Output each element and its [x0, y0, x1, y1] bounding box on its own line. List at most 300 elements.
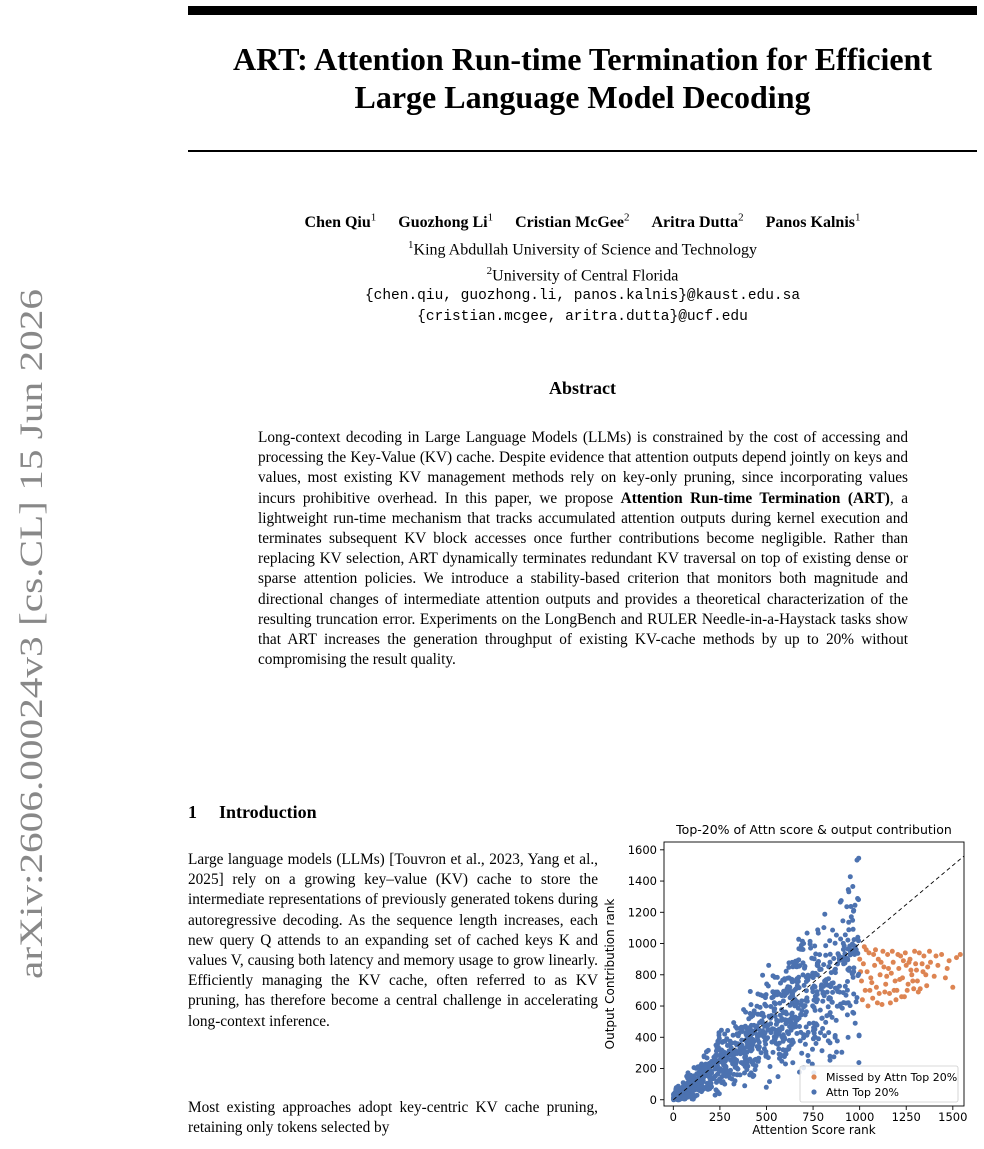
- section-number: 1: [188, 802, 197, 822]
- attn-top-point: [846, 1035, 851, 1040]
- attn-top-point: [750, 1074, 755, 1079]
- attn-top-point: [849, 914, 854, 919]
- section-heading: [188, 802, 317, 823]
- missed-point: [913, 961, 918, 966]
- attn-top-point: [846, 920, 851, 925]
- affiliation: [188, 261, 977, 286]
- attn-top-point: [761, 1014, 766, 1019]
- arxiv-identifier: [2, 286, 62, 982]
- y-tick-label: 0: [649, 1092, 657, 1107]
- attn-top-point: [841, 990, 846, 995]
- attn-top-point: [844, 904, 849, 909]
- author-emails: {cristian.mcgee, aritra.dutta}@ucf.edu: [417, 308, 748, 325]
- attn-top-point: [755, 1012, 760, 1017]
- legend-label: Attn Top 20%: [826, 1086, 899, 1099]
- attn-top-point: [746, 1045, 751, 1050]
- attn-top-point: [700, 1084, 705, 1089]
- missed-point: [879, 960, 884, 965]
- attn-top-point: [777, 1001, 782, 1006]
- attn-top-point: [758, 1005, 763, 1010]
- abstract-heading: Abstract: [549, 378, 616, 398]
- attn-top-point: [741, 1060, 746, 1065]
- missed-point: [907, 960, 912, 965]
- author-affiliation-mark: 1: [854, 212, 861, 224]
- attn-top-point: [802, 964, 807, 969]
- title-line-2: Large Language Model Decoding: [354, 79, 811, 115]
- attn-top-point: [852, 937, 857, 942]
- attn-top-point: [801, 1035, 806, 1040]
- attn-top-point: [717, 1091, 722, 1096]
- attn-top-point: [814, 1041, 819, 1046]
- missed-point: [857, 957, 862, 962]
- y-tick-label: 600: [635, 999, 657, 1014]
- missed-point: [886, 966, 891, 971]
- author-emails: {chen.qiu, guozhong.li, panos.kalnis}@kaust.edu.sa: [364, 287, 801, 304]
- attn-top-point: [853, 949, 858, 954]
- attn-top-point: [790, 1060, 795, 1065]
- attn-top-point: [818, 1008, 823, 1013]
- attn-top-point: [810, 985, 815, 990]
- missed-point: [914, 968, 919, 973]
- missed-point: [903, 950, 908, 955]
- missed-point: [932, 974, 937, 979]
- attn-top-point: [845, 979, 850, 984]
- attn-top-point: [774, 1031, 779, 1036]
- attn-top-point: [823, 953, 828, 958]
- missed-point: [861, 961, 866, 966]
- attn-top-point: [721, 1079, 726, 1084]
- attn-top-point: [814, 999, 819, 1004]
- attn-top-point: [829, 970, 834, 975]
- attn-top-point: [806, 1059, 811, 1064]
- attn-top-point: [730, 1058, 735, 1063]
- attn-top-point: [785, 986, 790, 991]
- attn-top-point: [743, 1054, 748, 1059]
- attn-top-point: [679, 1086, 684, 1091]
- attn-top-point: [786, 1019, 791, 1024]
- paper-title: [188, 40, 977, 116]
- attn-top-point: [835, 1039, 840, 1044]
- attn-top-point: [778, 1052, 783, 1057]
- author-name: Chen Qiu: [304, 214, 371, 232]
- missed-point: [925, 965, 930, 970]
- attn-top-point: [827, 938, 832, 943]
- missed-point: [943, 975, 948, 980]
- attn-top-point: [803, 1012, 808, 1017]
- missed-point: [860, 997, 865, 1002]
- attn-top-point: [820, 1016, 825, 1021]
- author: [515, 214, 629, 231]
- attn-top-point: [821, 984, 826, 989]
- attn-top-point: [806, 1030, 811, 1035]
- missed-point: [875, 1000, 880, 1005]
- attn-top-point: [739, 1025, 744, 1030]
- attn-top-point: [746, 1016, 751, 1021]
- missed-point: [867, 988, 872, 993]
- attn-top-point: [767, 1079, 772, 1084]
- attn-top-point: [856, 1060, 861, 1065]
- attn-top-point: [827, 1012, 832, 1017]
- attn-top-point: [851, 908, 856, 913]
- missed-point: [939, 952, 944, 957]
- attn-top-point: [805, 931, 810, 936]
- attn-top-point: [771, 973, 776, 978]
- x-tick-label: 1000: [845, 1110, 875, 1124]
- attn-top-point: [816, 1036, 821, 1041]
- attn-top-point: [735, 1072, 740, 1077]
- attn-top-point: [826, 1038, 831, 1043]
- attn-top-point: [818, 1030, 823, 1035]
- author: [766, 214, 861, 231]
- missed-point: [880, 1002, 885, 1007]
- attn-top-point: [741, 1007, 746, 1012]
- attn-top-point: [707, 1061, 712, 1066]
- attn-top-point: [828, 952, 833, 957]
- attn-top-point: [762, 1046, 767, 1051]
- attn-top-point: [763, 1042, 768, 1047]
- missed-point: [877, 991, 882, 996]
- x-tick-label: 0: [669, 1110, 677, 1124]
- attn-top-point: [765, 1035, 770, 1040]
- attn-top-point: [833, 967, 838, 972]
- missed-point: [901, 958, 906, 963]
- attn-top-point: [803, 1003, 808, 1008]
- attn-top-point: [734, 1065, 739, 1070]
- attn-top-point: [855, 858, 860, 863]
- missed-point: [918, 986, 923, 991]
- attn-top-point: [854, 999, 859, 1004]
- attn-top-point: [817, 952, 822, 957]
- missed-point: [882, 990, 887, 995]
- y-tick-label: 1400: [627, 874, 657, 889]
- missed-point: [906, 982, 911, 987]
- attn-top-point: [745, 1064, 750, 1069]
- author-affiliation-mark: 2: [738, 212, 744, 224]
- attn-top-point: [815, 972, 820, 977]
- attn-top-point: [830, 928, 835, 933]
- attn-top-point: [748, 989, 753, 994]
- author-affiliation-mark: 1: [370, 212, 377, 224]
- attn-top-point: [699, 1089, 704, 1094]
- attn-top-point: [760, 1028, 765, 1033]
- attn-top-point: [790, 964, 795, 969]
- attn-top-point: [851, 969, 856, 974]
- intro-paragraph: Most existing approaches adopt key-centric KV cache pruning, retaining only tokens selected by: [188, 1099, 598, 1137]
- missed-point: [890, 949, 895, 954]
- attn-top-point: [764, 1085, 769, 1090]
- attn-top-point: [828, 960, 833, 965]
- attn-top-point: [831, 980, 836, 985]
- attn-top-point: [804, 979, 809, 984]
- attn-top-point: [702, 1066, 707, 1071]
- attn-top-point: [708, 1074, 713, 1079]
- author-name: Cristian McGee: [515, 214, 624, 232]
- missed-point: [883, 982, 888, 987]
- attn-top-point: [695, 1093, 700, 1098]
- attn-top-point: [769, 995, 774, 1000]
- x-tick-label: 750: [802, 1110, 825, 1124]
- attn-top-point: [714, 1080, 719, 1085]
- missed-point: [908, 968, 913, 973]
- y-tick-label: 400: [635, 1030, 657, 1045]
- attn-top-point: [714, 1087, 719, 1092]
- attn-top-point: [815, 989, 820, 994]
- attn-top-point: [790, 960, 795, 965]
- attn-top-point: [795, 983, 800, 988]
- attn-top-point: [811, 1036, 816, 1041]
- attn-top-point: [775, 975, 780, 980]
- affiliation-name: King Abdullah University of Science and Technology: [413, 241, 757, 259]
- attn-top-point: [776, 1074, 781, 1079]
- attn-top-point: [674, 1088, 679, 1093]
- attn-top-point: [841, 947, 846, 952]
- missed-point: [920, 961, 925, 966]
- missed-point: [894, 997, 899, 1002]
- attn-top-point: [810, 1047, 815, 1052]
- section-title: Introduction: [219, 802, 317, 822]
- legend-marker: [811, 1089, 816, 1094]
- x-tick-label: 1250: [891, 1110, 921, 1124]
- attn-top-point: [845, 938, 850, 943]
- attn-top-point: [838, 1004, 843, 1009]
- author: [398, 214, 493, 231]
- missed-point: [870, 996, 875, 1001]
- attn-top-point: [783, 1062, 788, 1067]
- missed-point: [880, 949, 885, 954]
- missed-point: [934, 954, 939, 959]
- attn-top-point: [725, 1028, 730, 1033]
- attn-top-point: [809, 956, 814, 961]
- attn-top-point: [784, 1012, 789, 1017]
- missed-point: [881, 965, 886, 970]
- missed-point: [945, 966, 950, 971]
- missed-point: [878, 972, 883, 977]
- missed-point: [905, 988, 910, 993]
- affiliation-mark: 2: [486, 264, 493, 277]
- attn-top-point: [805, 1053, 810, 1058]
- attn-top-point: [846, 968, 851, 973]
- reference-line: [673, 856, 964, 1100]
- attn-top-point: [834, 1050, 839, 1055]
- attn-top-point: [723, 1039, 728, 1044]
- attn-top-point: [731, 1082, 736, 1087]
- attn-top-point: [851, 992, 856, 997]
- missed-point: [897, 977, 902, 982]
- author-name: Guozhong Li: [398, 214, 488, 232]
- attn-top-point: [730, 1077, 735, 1082]
- attn-top-point: [856, 972, 861, 977]
- author-name: Panos Kalnis: [765, 214, 855, 232]
- affiliation-mark: 1: [408, 239, 414, 252]
- y-tick-label: 1600: [627, 842, 657, 857]
- attn-top-point: [800, 939, 805, 944]
- attn-top-point: [815, 927, 820, 932]
- attn-top-point: [772, 1007, 777, 1012]
- attn-top-point: [772, 1000, 777, 1005]
- missed-point: [888, 1000, 893, 1005]
- attn-top-point: [769, 1040, 774, 1045]
- x-tick-label: 500: [755, 1110, 778, 1124]
- attn-top-point: [812, 1031, 817, 1036]
- attn-top-point: [763, 995, 768, 1000]
- attn-top-point: [749, 1002, 754, 1007]
- attn-top-point: [777, 1041, 782, 1046]
- attn-top-point: [806, 973, 811, 978]
- attn-top-point: [764, 1004, 769, 1009]
- attn-top-point: [845, 957, 850, 962]
- attn-top-point: [805, 999, 810, 1004]
- attn-top-point: [733, 1024, 738, 1029]
- attn-top-point: [798, 1030, 803, 1035]
- attn-top-point: [729, 1041, 734, 1046]
- attn-top-point: [742, 1083, 747, 1088]
- missed-point: [892, 988, 897, 993]
- attn-top-point: [838, 937, 843, 942]
- attn-top-point: [843, 932, 848, 937]
- attn-top-point: [752, 1023, 757, 1028]
- attn-top-point: [719, 1028, 724, 1033]
- attn-top-point: [853, 1021, 858, 1026]
- attn-top-point: [784, 1048, 789, 1053]
- top-rule: [188, 6, 977, 15]
- attn-top-point: [685, 1094, 690, 1099]
- attn-top-point: [833, 941, 838, 946]
- missed-point: [915, 979, 920, 984]
- attn-top-point: [815, 1023, 820, 1028]
- attn-top-point: [840, 918, 845, 923]
- intro-paragraph: Large language models (LLMs) [Touvron et al., 2023, Yang et al., 2025] rely on a growing key–value (KV) cache to store the intermediate representations of previously generated tokens during autoregressive decoding. As the sequence length increases, each new query Q attends to an expanding set of cached keys K and values V, causing both latency and memory usage to grow linearly. Efficiently managing the KV cache, often referred to as KV pruning, has therefore become a central challenge in accelerating long-context inference.: [188, 851, 598, 1030]
- missed-point: [869, 980, 874, 985]
- x-tick-label: 1500: [938, 1110, 968, 1124]
- attn-top-point: [796, 975, 801, 980]
- attn-top-point: [801, 972, 806, 977]
- attn-top-point: [773, 1014, 778, 1019]
- attn-top-point: [856, 938, 861, 943]
- missed-point: [871, 952, 876, 957]
- attn-top-point: [845, 1012, 850, 1017]
- missed-point: [872, 963, 877, 968]
- attn-top-point: [803, 1042, 808, 1047]
- abstract-method-name: Attention Run-time Termination (ART): [620, 489, 890, 507]
- attn-top-point: [780, 978, 785, 983]
- missed-point: [912, 949, 917, 954]
- missed-point: [887, 991, 892, 996]
- attn-top-point: [719, 1051, 724, 1056]
- chart-title: Top-20% of Attn score & output contribution: [676, 822, 952, 837]
- y-tick-label: 1000: [627, 936, 657, 951]
- missed-point: [921, 954, 926, 959]
- missed-point: [884, 974, 889, 979]
- scatter-figure: [600, 820, 976, 1140]
- missed-point: [927, 949, 932, 954]
- attn-top-point: [750, 1042, 755, 1047]
- attn-top-point: [846, 887, 851, 892]
- missed-point: [899, 994, 904, 999]
- missed-point: [910, 979, 915, 984]
- missed-point: [895, 952, 900, 957]
- abstract-text-part: , a lightweight run-time mechanism that tracks accumulated attention outputs during kernel execution and terminates subsequent KV block accesses once further contributions become negligible. Rather than replacing KV selection, ART dynamically terminates redundant KV traversal on top of existing dense or sparse attention policies. We introduce a stability-based criterion that monitors both magnitude and directional changes of intermediate attention outputs and provides a theoretical characterization of the resulting truncation error. Experiments on the LongBench and RULER Needle-in-a-Haystack tasks show that ART increases the generation throughput of existing KV-cache methods by up to 20% without compromising the result quality.: [258, 489, 908, 669]
- attn-top-point: [838, 900, 843, 905]
- missed-point: [947, 958, 952, 963]
- attn-top-point: [794, 1018, 799, 1023]
- attn-top-point: [705, 1081, 710, 1086]
- attn-top-point: [789, 1012, 794, 1017]
- attn-top-point: [826, 1004, 831, 1009]
- attn-top-point: [735, 1031, 740, 1036]
- missed-point: [935, 963, 940, 968]
- attn-top-point: [837, 956, 842, 961]
- missed-point: [911, 986, 916, 991]
- missed-point: [896, 966, 901, 971]
- attn-top-point: [786, 1031, 791, 1036]
- attn-top-point: [764, 1052, 769, 1057]
- attn-top-point: [830, 990, 835, 995]
- attn-top-point: [823, 943, 828, 948]
- y-axis-label: Output Contribution rank: [603, 898, 617, 1050]
- attn-top-point: [846, 927, 851, 932]
- attn-top-point: [716, 1067, 721, 1072]
- attn-top-point: [705, 1056, 710, 1061]
- arxiv-identifier-svg: [2, 286, 62, 982]
- author: [305, 214, 377, 231]
- attn-top-point: [822, 1033, 827, 1038]
- attn-top-point: [793, 1024, 798, 1029]
- attn-top-point: [753, 1057, 758, 1062]
- attn-top-point: [839, 1050, 844, 1055]
- missed-point: [950, 985, 955, 990]
- missed-point: [865, 969, 870, 974]
- attn-top-point: [787, 1038, 792, 1043]
- attn-top-point: [850, 884, 855, 889]
- scatter-chart: [600, 820, 976, 1140]
- missed-point: [893, 979, 898, 984]
- attn-top-point: [758, 992, 763, 997]
- legend-marker: [811, 1074, 816, 1079]
- attn-top-point: [804, 1025, 809, 1030]
- author-name: Aritra Dutta: [651, 214, 739, 232]
- attn-top-point: [776, 1046, 781, 1051]
- missed-point: [891, 960, 896, 965]
- attn-top-point: [815, 963, 820, 968]
- attn-top-point: [719, 1074, 724, 1079]
- attn-top-point: [799, 1051, 804, 1056]
- y-tick-label: 200: [635, 1061, 657, 1076]
- attn-top-point: [848, 874, 853, 879]
- attn-top-point: [812, 944, 817, 949]
- attn-top-point: [834, 933, 839, 938]
- attn-top-point: [841, 941, 846, 946]
- attn-top-point: [820, 1048, 825, 1053]
- attn-top-point: [822, 912, 827, 917]
- attn-top-point: [715, 1039, 720, 1044]
- missed-point: [874, 985, 879, 990]
- missed-point: [863, 988, 868, 993]
- attn-top-point: [826, 1030, 831, 1035]
- missed-point: [958, 952, 963, 957]
- attn-top-point: [784, 969, 789, 974]
- missed-point: [873, 947, 878, 952]
- attn-top-point: [753, 1063, 758, 1068]
- abstract-text: [258, 428, 908, 670]
- title-line-1: ART: Attention Run-time Termination for Efficient: [233, 41, 932, 77]
- x-axis-label: Attention Score rank: [752, 1123, 876, 1137]
- attn-top-point: [834, 1018, 839, 1023]
- attn-top-point: [853, 903, 858, 908]
- attn-top-point: [817, 967, 822, 972]
- author-block: [188, 206, 977, 328]
- attn-top-point: [857, 1033, 862, 1038]
- missed-point: [889, 971, 894, 976]
